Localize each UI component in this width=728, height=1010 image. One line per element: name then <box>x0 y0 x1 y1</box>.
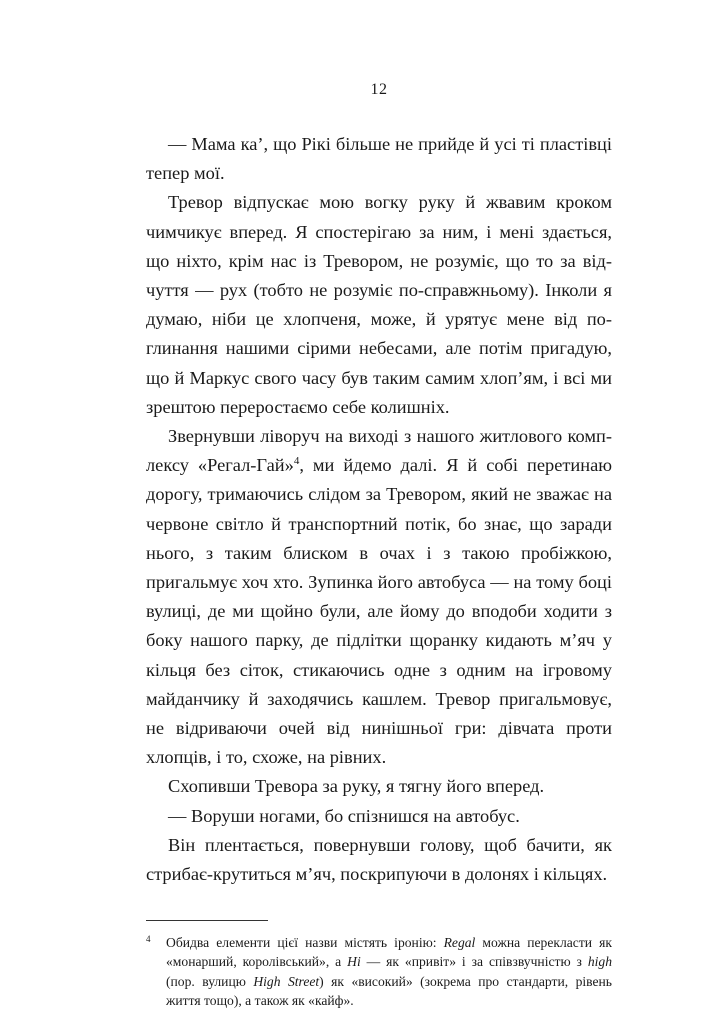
footnote-text-1: Обидва елементи цієї назви містять іронію: <box>166 935 444 951</box>
footnote-text-3: — як «привіт» і за співзвучністю з <box>360 954 588 970</box>
footnote-term-hi: Hi <box>347 954 361 970</box>
paragraph-1: — Мама ка’, що Рікі більше не прийде й усі ті пластівці тепер мої. <box>146 134 612 184</box>
book-page <box>146 80 612 1010</box>
paragraph-3 <box>146 422 612 772</box>
paragraph-2: Тревор відпускає мою вогку руку й жвавим кроком чимчикує вперед. Я спостерігаю за ним, і мені здається, що ніхто, крім нас із Тревором, не розуміє, що то за відчуття — рух (тобто не розуміє по-справжньому). Інколи я думаю, ніби це хлопченя, може, й урятує мене від поглинання нашими сірими небесами, але потім пригадую, що й Маркус свого часу був таким самим хлоп’ям, і всі ми зрештою переростаємо себе колишніх. <box>146 192 612 417</box>
paragraph-6: Він плентається, повернувши голову, щоб бачити, як стрибає-крутиться м’яч, поскрипуючи в долонях і кільцях. <box>146 834 612 885</box>
footnote-text-2: можна перекласти як «монарший, королівський», а <box>166 935 612 970</box>
footnote <box>146 933 612 1010</box>
footnote-divider <box>146 920 268 921</box>
footnote-term-regal: Regal <box>443 935 476 951</box>
footnote-text-5: ) як «високий» (зокрема про стандарти, рівень життя тощо), а також як «кайф». <box>166 973 612 1008</box>
paragraph-3-start: Звернувши ліворуч на виході з нашого житлового комплексу «Регал-Гай» <box>146 426 612 476</box>
paragraph-4: Схопивши Тревора за руку, я тягну його вперед. <box>168 776 545 797</box>
footnote-text-4: (пор. вулицю <box>166 973 254 989</box>
paragraph-5: — Воруши ногами, бо спізнишся на автобус. <box>168 805 520 826</box>
footnote-term-high: high <box>587 954 612 970</box>
footnote-reference[interactable]: 4 <box>293 455 300 468</box>
page-number: 12 <box>370 81 388 98</box>
body-text <box>146 130 612 889</box>
footnote-term-high-street: High Street <box>253 973 320 989</box>
footnote-marker: 4 <box>146 934 151 945</box>
paragraph-3-end: , ми йдемо далі. Я й собі перетинаю дорогу, тримаючись слідом за Тревором, який не зважає на червоне світло й транспортний потік, бо знає, що заради нього, з таким блиском в очах і з такою пробіжкою, пригальмує хоч хто. Зупинка його автобуса — на тому боці вулиці, де ми щойно були, але йому до вподоби ходити з боку нашого парку, де підлітки щоранку кидають м’яч у кільця без сіток, стикаючись одне з одним на ігровому майданчику й заходячись кашлем. Тревор пригальмовує, не відриваючи очей від нинішньої гри: дівчата проти хлопців, і то, схоже, на рівних. <box>146 455 612 768</box>
